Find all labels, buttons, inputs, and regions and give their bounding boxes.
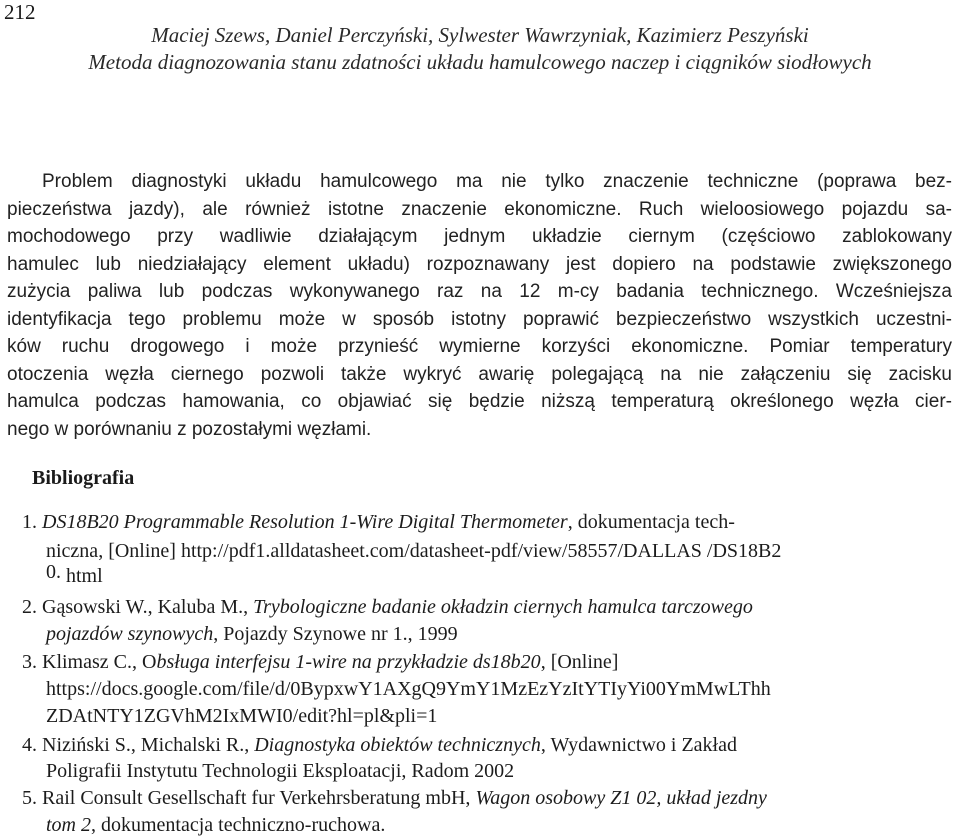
- reference-1-line-2: niczna, [Online] http://pdf1.alldatasheet.com/datasheet-pdf/view/58557/DALLAS /DS18B2: [46, 540, 782, 562]
- reference-2-line-2: [46, 623, 458, 646]
- reference-title: tom 2: [46, 814, 91, 836]
- paragraph-line: Problem diagnostyki układu hamulcowego ma nie tylko znaczenie techniczne (poprawa bez-: [42, 171, 952, 192]
- reference-4: [22, 734, 737, 757]
- body-paragraph: [7, 168, 952, 443]
- reference-1: [22, 511, 735, 534]
- reference-title: bsługa interfejsu 1-wire na przykładzie ds18b20: [156, 651, 541, 673]
- reference-number: 1.: [22, 511, 37, 533]
- reference-title: Wagon osobowy Z1 02, układ jezdny: [475, 787, 767, 809]
- paragraph-line: pieczeństwa jazdy), ale również istotne znaczenie ekonomiczne. Ruch wieloosiowego pojazdu sa-: [7, 198, 952, 220]
- reference-3-line-2: https://docs.google.com/file/d/0BypxwY1AXgQ9YmY1MzEzYzItYTIyYi00YmMwLThh: [46, 678, 771, 700]
- reference-title: Trybologiczne badanie okładzin ciernych hamulca tarczowego: [253, 596, 753, 618]
- paragraph-line: mochodowego przy wadliwie działającym jednym układzie ciernym (częściowo zablokowany: [7, 226, 952, 247]
- reference-author: Rail Consult Gesellschaft fur Verkehrsberatung mbH,: [42, 787, 471, 809]
- reference-fragment: html: [66, 565, 103, 587]
- paragraph-line: identyfikacja tego problemu może w sposób istotny poprawić bezpieczeństwo wszystkich uczestni-: [7, 308, 952, 330]
- reference-author: Niziński S., Michalski R.,: [42, 734, 250, 756]
- reference-3-line-3: ZDAtNTY1ZGVhM2IxMWI0/edit?hl=pl&pli=1: [46, 705, 438, 727]
- reference-detail: , [Online]: [540, 651, 619, 673]
- reference-detail: , Pojazdy Szynowe nr 1., 1999: [213, 623, 458, 645]
- reference-number: 3.: [22, 651, 37, 673]
- reference-4-line-2: Poligrafii Instytutu Technologii Eksploatacji, Radom 2002: [46, 760, 515, 782]
- reference-title: pojazdów szynowych: [46, 623, 214, 645]
- bibliography-heading: Bibliografia: [32, 467, 135, 489]
- reference-title: DS18B20 Programmable Resolution 1-Wire Digital Thermometer: [42, 511, 568, 533]
- paragraph-line: nego w porównaniu z pozostałymi węzłami.: [7, 418, 372, 440]
- running-header-authors: Maciej Szews, Daniel Perczyński, Sylwester Wawrzyniak, Kazimierz Peszyński: [151, 23, 809, 47]
- paragraph-line: ków ruchu drogowego i może przynieść wymierne korzyści ekonomiczne. Pomiar temperatury: [7, 336, 952, 357]
- reference-author: Gąsowski W., Kaluba M.,: [42, 596, 249, 618]
- reference-1-line-3: [46, 561, 103, 588]
- paragraph-line: hamulec lub niedziałający element układu) rozpoznawany jest dopiero na podstawie zwiększonego: [7, 253, 952, 275]
- paragraph-line: hamulca podczas hamowania, co objawiać się będzie niższą temperaturą określonego węzła cier-: [7, 391, 952, 412]
- reference-3: [22, 651, 618, 674]
- reference-5-line-2: [46, 814, 385, 837]
- reference-number: 4.: [22, 734, 37, 756]
- paragraph-line: zużycia paliwa lub podczas wykonywanego raz na 12 m-cy badania technicznego. Wcześniejsza: [7, 281, 952, 302]
- reference-detail: , dokumentacja techniczno-ruchowa.: [91, 814, 386, 836]
- running-header-title: Metoda diagnozowania stanu zdatności układu hamulcowego naczep i ciągników siodłowych: [88, 50, 872, 74]
- reference-5: [22, 787, 767, 810]
- reference-detail: , dokumentacja tech-: [567, 511, 735, 533]
- reference-number: 2.: [22, 596, 37, 618]
- reference-fragment: 0.: [46, 561, 61, 583]
- reference-title: Diagnostyka obiektów technicznych: [254, 734, 541, 756]
- reference-author: Klimasz C., O: [42, 651, 157, 673]
- page-number: 212: [4, 0, 36, 24]
- reference-2: [22, 596, 753, 619]
- paragraph-line: otoczenia węzła ciernego pozwoli także wykryć awarię polegającą na nie załączeniu się zacisku: [7, 363, 952, 385]
- reference-number: 5.: [22, 787, 37, 809]
- reference-detail: , Wydawnictwo i Zakład: [540, 734, 737, 756]
